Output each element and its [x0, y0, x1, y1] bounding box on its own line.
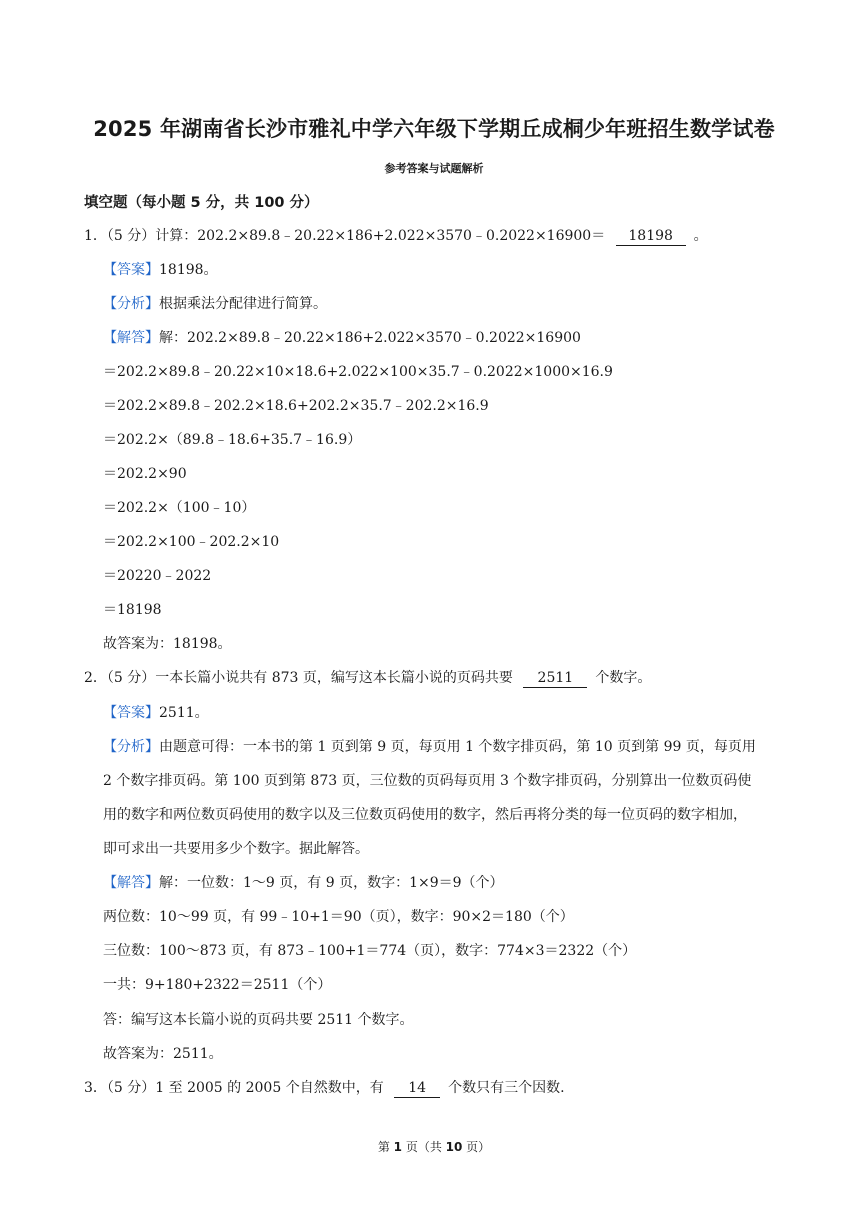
analysis-text: 根据乘法分配律进行简算。 — [159, 296, 327, 312]
solution-step: 一共：9+180+2322＝2511（个） — [103, 977, 332, 993]
conclusion: 故答案为：2511。 — [103, 1046, 223, 1062]
solution-tag: 【解答】 — [103, 330, 159, 346]
question-text: （5 分）一本长篇小说共有 873 页，编写这本长篇小说的页码共要 — [106, 670, 513, 686]
page-subtitle: 参考答案与试题解析 — [384, 162, 484, 175]
answer-tag: 【答案】 — [103, 705, 159, 721]
q1-analysis — [103, 294, 327, 314]
analysis-line: 2 个数字排页码。第 100 页到第 873 页，三位数的页码每页用 3 个数字排页码，分别算出一位数页码使 — [103, 773, 752, 789]
section-heading: 填空题（每小题 5 分，共 100 分） — [84, 195, 319, 211]
question-1-stem — [84, 226, 708, 246]
solution-step: ＝202.2×（89.8﹣18.6+35.7﹣16.9） — [103, 432, 362, 448]
question-number: 1． — [84, 228, 107, 244]
answer-blank: 18198 — [616, 227, 686, 246]
question-text-end: 个数字。 — [595, 670, 652, 686]
solution-step: ＝202.2×89.8﹣202.2×18.6+202.2×35.7﹣202.2×16.9 — [103, 398, 489, 414]
analysis-tag: 【分析】 — [103, 296, 159, 312]
solution-tag: 【解答】 — [103, 875, 159, 891]
answer-text: 2511。 — [159, 705, 209, 721]
footer-page-total: 10 — [445, 1140, 463, 1154]
solution-step: 三位数：100～873 页，有 873﹣100+1＝774（页），数字：774×3＝2322（个） — [103, 943, 637, 959]
conclusion: 故答案为：18198。 — [103, 636, 232, 652]
solution-step: ＝18198 — [103, 602, 162, 618]
q1-answer — [103, 260, 218, 280]
footer-text: 第 — [377, 1140, 394, 1154]
solution-step: ＝202.2×89.8﹣20.22×10×18.6+2.022×100×35.7﹣0.2022×1000×16.9 — [103, 364, 613, 380]
answer-text: 18198。 — [159, 262, 218, 278]
footer-text: 页） — [462, 1140, 491, 1154]
question-number: 2． — [84, 670, 107, 686]
page-footer — [0, 1138, 868, 1155]
question-text: （5 分）1 至 2005 的 2005 个自然数中，有 — [106, 1080, 384, 1096]
q2-answer — [103, 703, 209, 723]
solution-step: 答：编写这本长篇小说的页码共要 2511 个数字。 — [103, 1012, 414, 1028]
footer-text: 页（共 — [402, 1140, 446, 1154]
analysis-text: 由题意可得：一本书的第 1 页到第 9 页，每页用 1 个数字排页码，第 10 页到第 99 页，每页用 — [159, 739, 756, 755]
solution-text: 解：202.2×89.8﹣20.22×186+2.022×3570﹣0.2022×16900 — [159, 330, 581, 346]
solution-step: ＝202.2×（100﹣10） — [103, 500, 256, 516]
question-number: 3． — [84, 1080, 107, 1096]
analysis-tag: 【分析】 — [103, 739, 159, 755]
page-title: 2025 年湖南省长沙市雅礼中学六年级下学期丘成桐少年班招生数学试卷 — [93, 117, 775, 141]
solution-step: ＝20220﹣2022 — [103, 568, 212, 584]
question-3-stem — [84, 1078, 565, 1098]
answer-tag: 【答案】 — [103, 262, 159, 278]
q2-analysis — [103, 737, 756, 757]
footer-page-number: 1 — [393, 1140, 402, 1154]
solution-step: ＝202.2×90 — [103, 466, 187, 482]
analysis-line: 即可求出一共要用多少个数字。据此解答。 — [103, 841, 369, 857]
solution-step: ＝202.2×100﹣202.2×10 — [103, 534, 280, 550]
q1-solution — [103, 328, 581, 348]
solution-step: 两位数：10～99 页，有 99﹣10+1＝90（页），数字：90×2＝180（个） — [103, 909, 574, 925]
question-text-end: 。 — [693, 228, 708, 244]
answer-blank: 14 — [394, 1079, 440, 1098]
solution-text: 解：一位数：1～9 页，有 9 页，数字：1×9＝9（个） — [159, 875, 504, 891]
answer-blank: 2511 — [523, 669, 587, 688]
question-text: （5 分）计算：202.2×89.8﹣20.22×186+2.022×3570﹣0.2022×16900＝ — [106, 228, 606, 244]
question-text-end: 个数只有三个因数. — [448, 1080, 565, 1096]
q2-solution — [103, 873, 504, 893]
question-2-stem — [84, 668, 651, 688]
analysis-line: 用的数字和两位数页码使用的数字以及三位数页码使用的数字，然后再将分类的每一位页码的数字相加， — [103, 807, 747, 823]
